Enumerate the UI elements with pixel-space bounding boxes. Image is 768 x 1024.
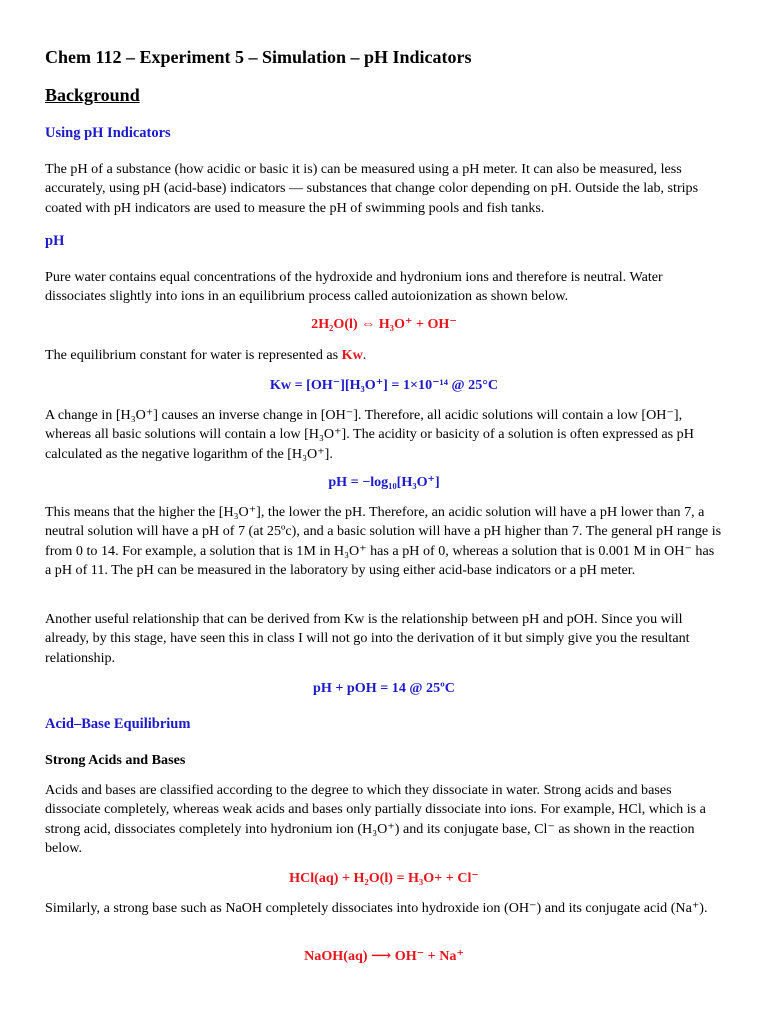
equation-kw: Kw = [OH⁻][H₃O⁺] = 1×10⁻¹⁴ @ 25°C: [269, 377, 499, 393]
equation-ph-definition: pH = −log₁₀[H₃O⁺]: [328, 474, 440, 490]
paragraph-kw-intro: The equilibrium constant for water is represented as Kw.: [45, 347, 367, 363]
paragraph-poh-relationship: Another useful relationship that can be derived from Kw is the relationship between pH and pOH. Since you will already, by this stage, have seen this in class I will not go into the derivation of it but simply give you the resultant relationship.: [45, 611, 690, 666]
paragraph-inverse-change: A change in [H₃O⁺] causes an inverse change in [OH⁻]. Therefore, all acidic solutions will contain a low [OH⁻], whereas all basic solutions will contain a low [H₃O⁺]. The acidity or basicity of a solution is often expressed as pH calculated as the negative logarithm of the [H₃O⁺].: [45, 407, 694, 462]
equation-hcl-dissociation: HCl(aq) + H₂O(l) = H₃O+ + Cl⁻: [289, 870, 479, 886]
paragraph-naoh: Similarly, a strong base such as NaOH completely dissociates into hydroxide ion (OH⁻) and its conjugate acid (Na⁺).: [45, 900, 708, 916]
paragraph-strong-acids: Acids and bases are classified according to the degree to which they dissociate in water. Strong acids and bases dissociate completely, whereas weak acids and bases only partially dissociate into ions. For example, HCl, which is a strong acid, dissociates completely into hydronium ion (H₃O⁺) and its conjugate base, Cl⁻ as shown in the reaction below.: [45, 782, 706, 856]
kw-intro-text: The equilibrium constant for water is represented as: [45, 347, 342, 363]
section-heading-ph: pH: [45, 233, 65, 249]
page-title: Chem 112 – Experiment 5 – Simulation – pH Indicators: [45, 47, 472, 67]
section-heading-acid-base-equilibrium: Acid–Base Equilibrium: [45, 716, 191, 732]
equation-ph-poh: pH + pOH = 14 @ 25ºC: [313, 680, 455, 696]
kw-symbol: Kw: [341, 347, 363, 363]
section-heading-using-ph-indicators: Using pH Indicators: [45, 125, 171, 141]
background-heading: Background: [45, 85, 140, 105]
equation-naoh-dissociation: NaOH(aq) ⟶ OH⁻ + Na⁺: [304, 948, 464, 964]
paragraph-water-autoionization: Pure water contains equal concentrations of the hydroxide and hydronium ions and therefore is neutral. Water dissociates slightly into ions in an equilibrium process called autoionization as shown below.: [45, 269, 663, 305]
equation-autoionization: 2H₂O(l) ⇔ H₃O⁺ + OH⁻: [311, 316, 457, 332]
paragraph-indicators: The pH of a substance (how acidic or basic it is) can be measured using a pH meter. It can also be measured, less accurately, using pH (acid-base) indicators — substances that change color depending on pH. Outside the lab, strips coated with pH indicators are used to measure the pH of swimming pools and fish tanks.: [45, 161, 699, 216]
subheading-strong-acids-bases: Strong Acids and Bases: [45, 752, 186, 768]
paragraph-ph-meaning: This means that the higher the [H₃O⁺], the lower the pH. Therefore, an acidic solution will have a pH lower than 7, a neutral solution will have a pH of 7 (at 25ºc), and a basic solution will have a pH higher than 7. The general pH range is from 0 to 14. For example, a solution that is 1M in H₃O⁺ has a pH of 0, whereas a solution that is 0.001 M in OH⁻ has a pH of 11. The pH can be measured in the laboratory by using either acid-base indicators or a pH meter.: [45, 504, 722, 578]
